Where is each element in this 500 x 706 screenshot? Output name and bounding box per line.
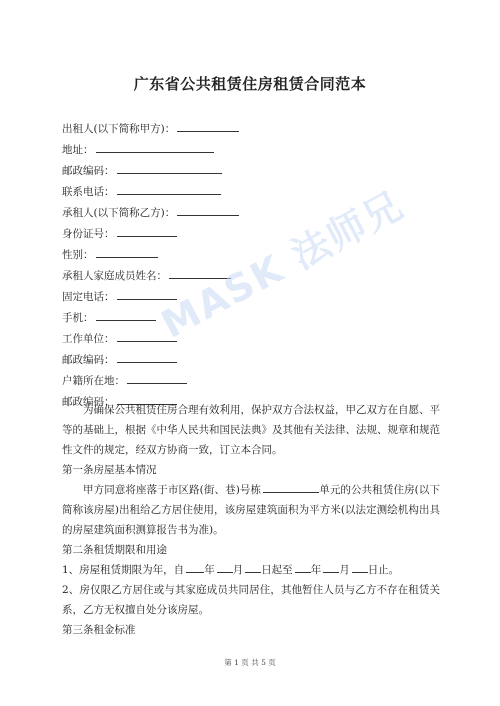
blank-line [177, 205, 239, 216]
document-title: 广东省公共租赁住房租赁合同范本 [133, 75, 367, 93]
blank-line [263, 482, 319, 493]
field-label: 性别： [62, 249, 94, 261]
field-postcode-2 [62, 352, 177, 366]
blank-line [323, 562, 339, 573]
section-2-item-2: 2、房仅限乙方居住或与其家庭成员共同居住，其他暂住人员与乙方不存在租赁关系，乙方无权擅自处分该房屋。 [62, 584, 440, 616]
blank-line [117, 226, 177, 237]
field-label: 邮政编码： [62, 165, 115, 177]
section-2-heading: 第二条租赁期限和用途 [62, 544, 167, 556]
field-lessee [62, 205, 239, 219]
text: 年 [310, 564, 322, 576]
blank-line [177, 121, 239, 132]
blank-line [295, 562, 311, 573]
field-lessor [62, 121, 239, 135]
section-2-item-1 [62, 560, 440, 580]
blank-line [96, 310, 156, 321]
blank-line [186, 562, 204, 573]
field-id-number [62, 226, 177, 240]
field-household-registration [62, 373, 187, 387]
field-mobile [62, 310, 156, 324]
field-label: 身份证号： [62, 228, 115, 240]
field-label: 联系电话： [62, 186, 115, 198]
field-postcode [62, 163, 222, 177]
blank-line [117, 163, 222, 174]
field-phone [62, 184, 221, 198]
blank-line [117, 289, 177, 300]
field-label: 地址： [62, 144, 94, 156]
field-label: 邮政编码： [62, 354, 115, 366]
text: 1、房屋租赁期限为年，自 [62, 564, 185, 576]
blank-line [117, 352, 177, 363]
field-gender [62, 247, 158, 261]
section-1-heading: 第一条房屋基本情况 [62, 464, 157, 476]
field-label: 承租人(以下简称乙方)： [62, 207, 176, 219]
field-label: 承租人家庭成员姓名： [62, 270, 167, 282]
field-label: 户籍所在地： [62, 375, 125, 387]
field-label: 出租人(以下简称甲方)： [62, 123, 176, 135]
section-1-text [62, 480, 440, 540]
section-1-text-a: 甲方同意将座落于市区路(街、巷)号栋 [83, 484, 262, 496]
blank-line [117, 184, 221, 195]
text: 日起至 [261, 564, 293, 576]
watermark: MASK 法师兄 [154, 182, 411, 347]
section-3-heading: 第三条租金标准 [62, 624, 136, 636]
field-label: 工作单位： [62, 333, 115, 345]
blank-line [169, 268, 231, 279]
intro-paragraph: 为确保公共租赁住房合理有效利用，保护双方合法权益，甲乙双方在自愿、平等的基础上，根据《中华人民共和国民法典》及其他有关法律、法规、规章和规范性文件的规定，经双方协商一致，订立本合同。 [62, 404, 440, 456]
text: 年 [204, 564, 215, 576]
text: 月 [339, 564, 350, 576]
blank-line [127, 373, 187, 384]
field-address [62, 142, 214, 156]
field-employer [62, 331, 177, 345]
field-family-members [62, 268, 231, 282]
blank-line [96, 142, 214, 153]
blank-line [217, 562, 233, 573]
blank-line [96, 247, 158, 258]
blank-line [117, 331, 177, 342]
field-label: 手机： [62, 312, 94, 324]
section-1-text-b: 单元的公共租赁住房(以下简称该房屋)出租给乙方居住使用，该房屋建筑面积为平方米(以法定测绘机构出具的房屋建筑面积测算报告书为准)。 [62, 484, 440, 536]
field-landline [62, 289, 177, 303]
field-label: 固定电话： [62, 291, 115, 303]
blank-line [352, 562, 368, 573]
text: 月 [232, 564, 244, 576]
blank-line [245, 562, 261, 573]
field-label: 邮政编码： [62, 396, 115, 408]
text: 日止。 [367, 564, 400, 576]
page-footer: 第 1 页 共 5 页 [224, 658, 276, 667]
